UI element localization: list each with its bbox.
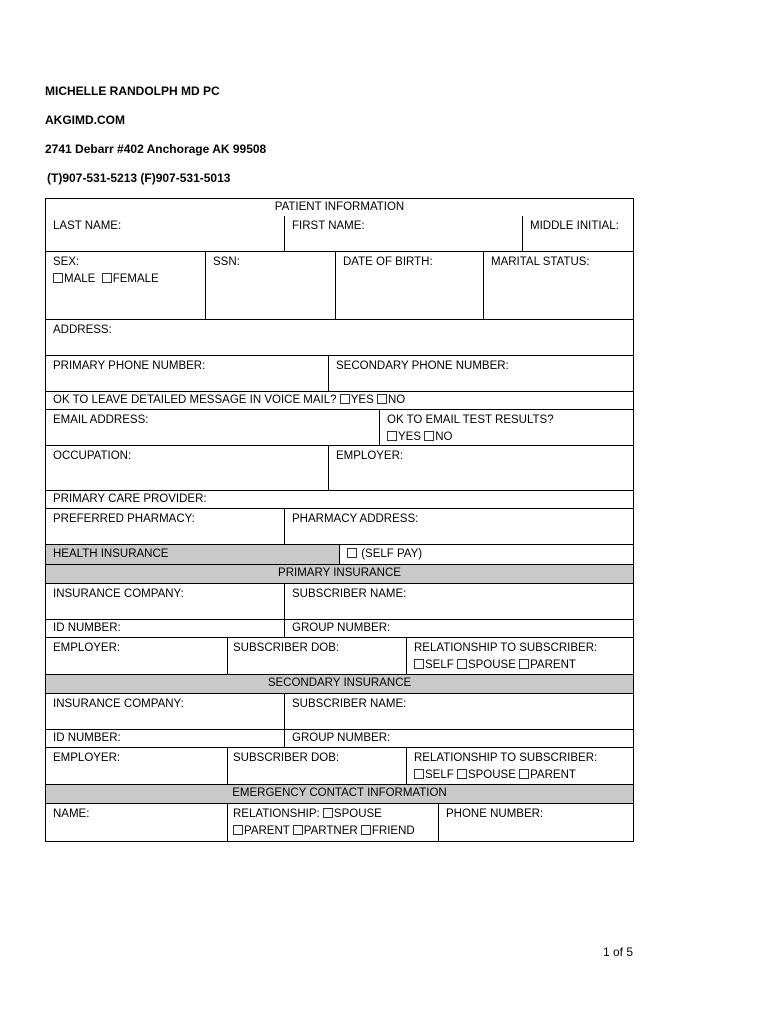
voicemail-label: OK TO LEAVE DETAILED MESSAGE IN VOICE MAIL? xyxy=(53,394,337,406)
pcp-label: PRIMARY CARE PROVIDER: xyxy=(53,493,207,505)
primary-group-label: GROUP NUMBER: xyxy=(292,622,391,634)
first-name-field[interactable] xyxy=(284,216,522,251)
emergency-partner-label: PARTNER xyxy=(303,825,358,837)
secondary-self-label: SELF xyxy=(425,769,454,781)
emergency-name-label: NAME: xyxy=(53,808,90,820)
occupation-field[interactable] xyxy=(46,446,328,490)
primary-employer-label: EMPLOYER: xyxy=(53,642,121,654)
primary-subscriber-name-field[interactable] xyxy=(284,584,633,619)
practice-phones: (T)907-531-5213 (F)907-531-5013 xyxy=(47,171,231,185)
secondary-employer-field[interactable] xyxy=(46,748,227,784)
patient-registration-form xyxy=(45,198,634,842)
secondary-parent-label: PARENT xyxy=(530,769,576,781)
emergency-name-field[interactable] xyxy=(46,804,227,841)
female-checkbox[interactable] xyxy=(102,273,112,283)
email-yes-checkbox[interactable] xyxy=(387,431,397,441)
voicemail-no-checkbox[interactable] xyxy=(377,394,387,404)
primary-phone-label: PRIMARY PHONE NUMBER: xyxy=(53,360,206,372)
last-name-field[interactable] xyxy=(46,216,284,251)
secondary-spouse-checkbox[interactable] xyxy=(457,769,467,779)
secondary-phone-field[interactable] xyxy=(328,356,633,391)
voicemail-no-label: NO xyxy=(387,394,406,406)
voicemail-yes-checkbox[interactable] xyxy=(340,394,350,404)
middle-initial-field[interactable] xyxy=(522,216,633,251)
male-checkbox[interactable] xyxy=(53,273,63,283)
middle-initial-label: MIDDLE INITIAL: xyxy=(530,220,619,232)
sex-label: SEX: xyxy=(53,256,80,268)
first-name-label: FIRST NAME: xyxy=(292,220,365,232)
secondary-parent-checkbox[interactable] xyxy=(519,769,529,779)
primary-subscriber-dob-field[interactable] xyxy=(227,638,406,674)
ssn-label: SSN: xyxy=(213,256,240,268)
secondary-spouse-label: SPOUSE xyxy=(467,769,516,781)
marital-status-field[interactable] xyxy=(483,252,633,319)
secondary-subscriber-dob-field[interactable] xyxy=(227,748,406,784)
emergency-contact-header: EMERGENCY CONTACT INFORMATION xyxy=(46,785,633,803)
ssn-field[interactable] xyxy=(205,252,335,319)
practice-address: 2741 Debarr #402 Anchorage AK 99508 xyxy=(45,142,267,156)
health-insurance-header: HEALTH INSURANCE xyxy=(46,545,339,564)
primary-company-field[interactable] xyxy=(46,584,284,619)
secondary-relationship-label: RELATIONSHIP TO SUBSCRIBER: xyxy=(414,752,598,764)
address-field[interactable] xyxy=(46,320,633,355)
email-no-label: NO xyxy=(435,431,453,443)
last-name-label: LAST NAME: xyxy=(53,220,122,232)
secondary-insurance-header: SECONDARY INSURANCE xyxy=(46,675,633,693)
secondary-subscriber-name-label: SUBSCRIBER NAME: xyxy=(292,698,407,710)
primary-group-field[interactable] xyxy=(284,620,633,637)
primary-spouse-checkbox[interactable] xyxy=(457,659,467,669)
primary-subscriber-dob-label: SUBSCRIBER DOB: xyxy=(233,642,340,654)
primary-self-checkbox[interactable] xyxy=(414,659,424,669)
primary-parent-checkbox[interactable] xyxy=(519,659,529,669)
emergency-friend-checkbox[interactable] xyxy=(361,825,371,835)
emergency-phone-label: PHONE NUMBER: xyxy=(446,808,544,820)
dob-field[interactable] xyxy=(335,252,483,319)
employer-label: EMPLOYER: xyxy=(336,450,404,462)
secondary-company-field[interactable] xyxy=(46,694,284,729)
pcp-field[interactable] xyxy=(46,491,633,508)
employer-field[interactable] xyxy=(328,446,633,490)
secondary-id-field[interactable] xyxy=(46,730,284,747)
primary-employer-field[interactable] xyxy=(46,638,227,674)
primary-self-label: SELF xyxy=(425,659,454,671)
primary-parent-label: PARENT xyxy=(530,659,576,671)
secondary-group-label: GROUP NUMBER: xyxy=(292,732,391,744)
practice-website: AKGIMD.COM xyxy=(45,113,125,127)
emergency-phone-field[interactable] xyxy=(438,804,633,841)
emergency-relationship-label: RELATIONSHIP: xyxy=(233,808,320,820)
sex-field xyxy=(46,252,205,319)
emergency-friend-label: FRIEND xyxy=(371,825,415,837)
pharmacy-label: PREFERRED PHARMACY: xyxy=(53,513,195,525)
practice-name: MICHELLE RANDOLPH MD PC xyxy=(45,84,220,98)
address-label: ADDRESS: xyxy=(53,324,112,336)
email-yes-label: YES xyxy=(398,431,422,443)
email-label: EMAIL ADDRESS: xyxy=(53,414,149,426)
secondary-subscriber-dob-label: SUBSCRIBER DOB: xyxy=(233,752,340,764)
self-pay-option xyxy=(339,545,633,564)
emergency-spouse-label: SPOUSE xyxy=(333,808,382,820)
secondary-id-label: ID NUMBER: xyxy=(53,732,121,744)
female-label: FEMALE xyxy=(112,273,159,285)
primary-company-label: INSURANCE COMPANY: xyxy=(53,588,184,600)
email-results-label: OK TO EMAIL TEST RESULTS? xyxy=(387,414,554,426)
self-pay-label: (SELF PAY) xyxy=(361,548,423,560)
pharmacy-field[interactable] xyxy=(46,509,284,544)
dob-label: DATE OF BIRTH: xyxy=(343,256,433,268)
primary-id-label: ID NUMBER: xyxy=(53,622,121,634)
male-label: MALE xyxy=(64,273,96,285)
occupation-label: OCCUPATION: xyxy=(53,450,132,462)
secondary-company-label: INSURANCE COMPANY: xyxy=(53,698,184,710)
email-no-checkbox[interactable] xyxy=(424,431,434,441)
secondary-relationship-field xyxy=(406,748,633,784)
emergency-partner-checkbox[interactable] xyxy=(293,825,303,835)
self-pay-checkbox[interactable] xyxy=(347,548,357,558)
emergency-spouse-checkbox[interactable] xyxy=(323,808,333,818)
primary-spouse-label: SPOUSE xyxy=(467,659,516,671)
marital-status-label: MARITAL STATUS: xyxy=(491,256,590,268)
emergency-relationship-field xyxy=(227,804,438,841)
voicemail-yes-label: YES xyxy=(350,394,374,406)
voicemail-question xyxy=(46,392,633,409)
primary-insurance-header: PRIMARY INSURANCE xyxy=(46,565,633,583)
primary-relationship-field xyxy=(406,638,633,674)
email-field[interactable] xyxy=(46,410,379,445)
emergency-parent-label: PARENT xyxy=(244,825,290,837)
secondary-self-checkbox[interactable] xyxy=(414,769,424,779)
secondary-phone-label: SECONDARY PHONE NUMBER: xyxy=(336,360,509,372)
primary-relationship-label: RELATIONSHIP TO SUBSCRIBER: xyxy=(414,642,598,654)
secondary-group-field[interactable] xyxy=(284,730,633,747)
patient-info-header: PATIENT INFORMATION xyxy=(274,201,405,213)
primary-subscriber-name-label: SUBSCRIBER NAME: xyxy=(292,588,407,600)
pharmacy-address-field[interactable] xyxy=(284,509,633,544)
email-results-field xyxy=(379,410,633,445)
secondary-employer-label: EMPLOYER: xyxy=(53,752,121,764)
primary-id-field[interactable] xyxy=(46,620,284,637)
secondary-subscriber-name-field[interactable] xyxy=(284,694,633,729)
pharmacy-address-label: PHARMACY ADDRESS: xyxy=(292,513,419,525)
page-number: 1 of 5 xyxy=(603,945,634,959)
primary-phone-field[interactable] xyxy=(46,356,328,391)
emergency-parent-checkbox[interactable] xyxy=(233,825,243,835)
